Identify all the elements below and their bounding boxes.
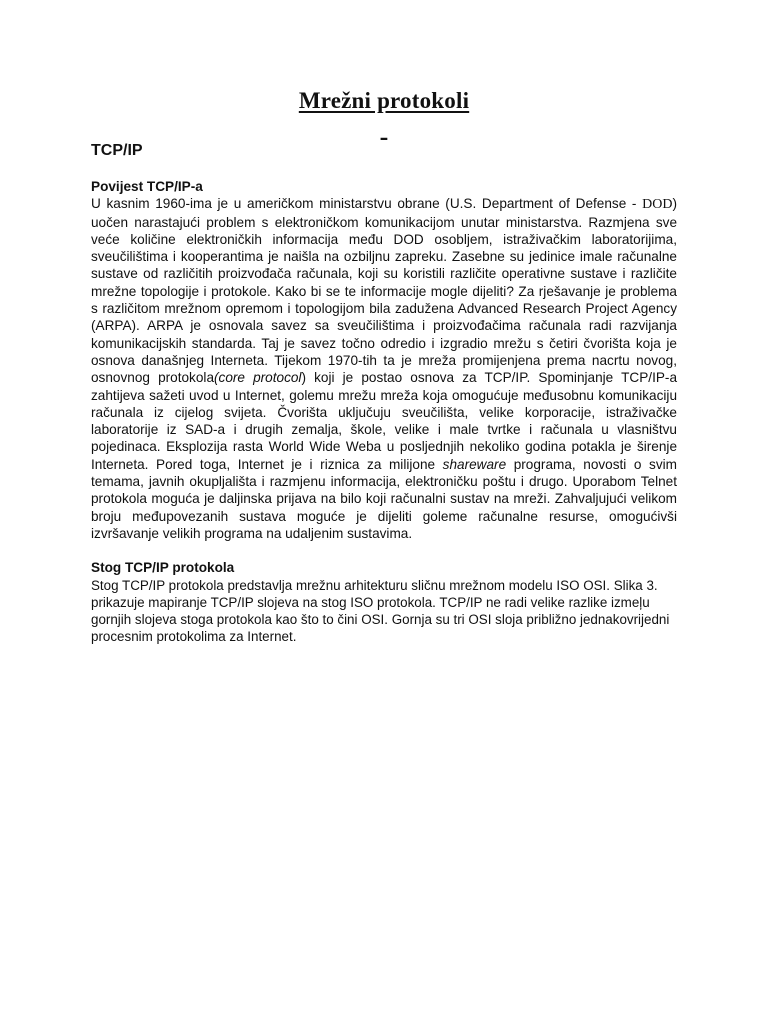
history-dod-abbrev: DOD xyxy=(642,197,673,213)
document-title: Mrežni protokoli xyxy=(298,88,470,113)
history-paragraph xyxy=(91,195,677,542)
history-shareware: shareware xyxy=(442,456,507,472)
document-content xyxy=(91,178,677,646)
section-heading-tcpip: TCP/IP xyxy=(91,142,143,159)
history-text-part-1: U kasnim 1960-ima je u američkom ministarstvu obrane (U.S. Department of Defense - xyxy=(91,196,643,212)
title-dash: - xyxy=(379,122,389,151)
history-text-part-4: programa, novosti o svim temama, javnih okupljališta i razmjenu informacija, elektroničku poštu i drugo. Uporabom Telnet protokola moguća je daljinska prijava na bilo koji računalni sustav na mreži. Zahvaljujući velikom broju međupovezanih sustava moguće je dijeliti goleme računalne resurse, omogućivši izvršavanje velikih programa na udaljenim sustavima. xyxy=(91,456,677,541)
stack-heading: Stog TCP/IP protokola xyxy=(91,560,235,576)
stack-paragraph: Stog TCP/IP protokola predstavlja mrežnu arhitekturu sličnu mrežnom modelu ISO OSI. Slika 3. prikazuje mapiranje TCP/IP slojeva na stog ISO protokola. TCP/IP ne radi velike razlike izmeļu gornjih slojeva stoga protokola kao što to čini OSI. Gornja su tri OSI sloja približno jednakovrijedni procesnim protokolima za Internet. xyxy=(91,577,670,645)
history-core-protocol: (core protocol xyxy=(214,370,302,386)
history-text-part-2: ) uočen narastajući problem s elektroničkom komunikacijom unutar ministarstva. Razmjena sve veće količine elektroničkih informacija među DOD osobljem, istraživačkim laboratorijima, sveučilištima i kooperantima je naišla na ozbiljnu zapreku. Zasebne su jedinice imale računalne sustave od različitih proizvođača računala, koji su koristili različite operativne sustave i različite mrežne topologije i protokole. Kako bi se te informacije mogle dijeliti? Za rješavanje je problema s različitom mrežnom opremom i topologijom bila zadužena Advanced Research Project Agency (ARPA). ARPA je osnovala savez sa sveučilištima i proizvođačima računala radi razvijanja komunikacijskih standarda. Taj je savez točno odredio i izgradio mrežu s četiri čvorišta koja je osnova današnjeg Interneta. Tijekom 1970-tih ta je mreža promijenjena prema nacrtu novog, osnovnog protokola xyxy=(91,196,677,386)
history-text-part-3: ) koji je postao osnova za TCP/IP. Spominjanje TCP/IP-a zahtijeva sažeti uvod u Internet, golemu mrežu mreža koja omogućuje međusobnu komunikaciju računala iz cijelog svijeta. Čvorišta uključuju sveučilišta, velike korporacije, istraživačke laboratorije iz SAD-a i drugih zemalja, škole, velike i male tvrtke i računala u vlasništvu pojedinaca. Eksplozija rasta World Wide Weba u posljednjih nekoliko godina potakla je širenje Interneta. Pored toga, Internet je i riznica za milijone xyxy=(91,370,678,472)
paragraph-spacer xyxy=(91,542,677,559)
history-heading: Povijest TCP/IP-a xyxy=(91,179,203,194)
